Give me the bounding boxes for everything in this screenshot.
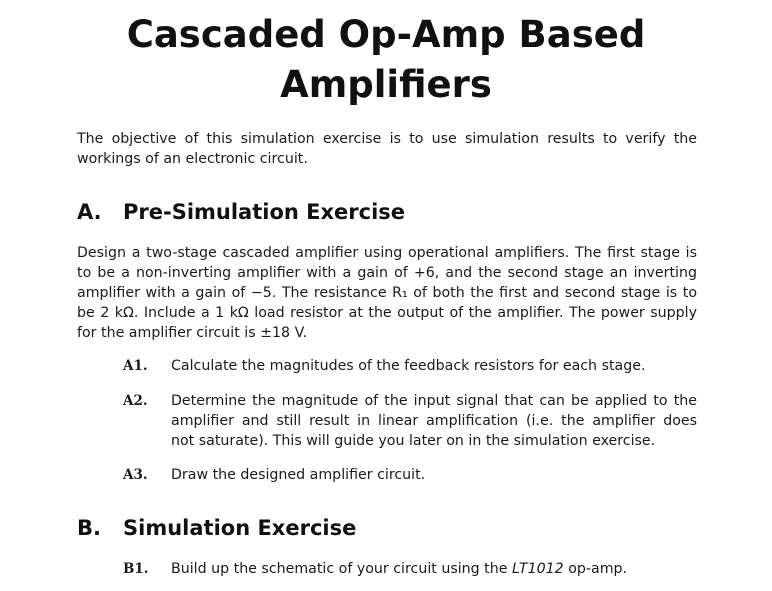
section-a-line-5: for the amplifier circuit is ±18 V. (77, 325, 307, 341)
list-item-a1 (123, 356, 697, 376)
section-a-line-1: Design a two-stage cascaded amplifier using operational amplifiers. The first stage is (77, 245, 697, 261)
objective-line-1: The objective of this simulation exercise is to use simulation results to verify the (77, 131, 697, 147)
title-line-2: Amplifiers (280, 63, 492, 106)
document-title (0, 10, 772, 110)
list-item-a2 (123, 391, 697, 451)
section-b-letter: B. (77, 516, 101, 540)
item-text-line-2: amplifier and still result in linear amplification (i.e. the amplifier does (171, 413, 697, 429)
list-item-a3 (123, 465, 697, 485)
list-item-b1 (123, 559, 697, 579)
objective-line-2: workings of an electronic circuit. (77, 151, 308, 167)
objective-paragraph (77, 129, 697, 169)
section-a-paragraph (77, 243, 697, 343)
item-text-after: op-amp. (563, 561, 628, 577)
item-text-before: Build up the schematic of your circuit using the (171, 561, 512, 577)
op-amp-model: LT1012 (511, 561, 564, 577)
item-text-line-1: Determine the magnitude of the input signal that can be applied to the (171, 393, 697, 409)
item-text: Draw the designed amplifier circuit. (171, 467, 426, 483)
item-number: B1. (123, 561, 149, 577)
section-a-line-3: amplifier with a gain of −5. The resistance R₁ of both the first and second stage is to (77, 285, 697, 301)
item-text: Calculate the magnitudes of the feedback resistors for each stage. (171, 358, 646, 374)
section-a-title: Pre-Simulation Exercise (123, 200, 406, 224)
title-line-1: Cascaded Op-Amp Based (126, 13, 646, 56)
section-a-line-2: to be a non-inverting amplifier with a gain of +6, and the second stage an inverting (77, 265, 697, 281)
section-a-line-4: be 2 kΩ. Include a 1 kΩ load resistor at the output of the amplifier. The power supply (77, 305, 697, 321)
item-number: A1. (123, 358, 148, 374)
item-number: A3. (123, 467, 148, 483)
section-b-title: Simulation Exercise (123, 516, 357, 540)
section-b-heading (77, 515, 356, 541)
item-text-line-3: not saturate). This will guide you later on in the simulation exercise. (171, 433, 656, 449)
item-text (171, 559, 697, 579)
section-a-heading (77, 199, 405, 225)
item-number: A2. (123, 393, 148, 409)
section-a-letter: A. (77, 200, 102, 224)
